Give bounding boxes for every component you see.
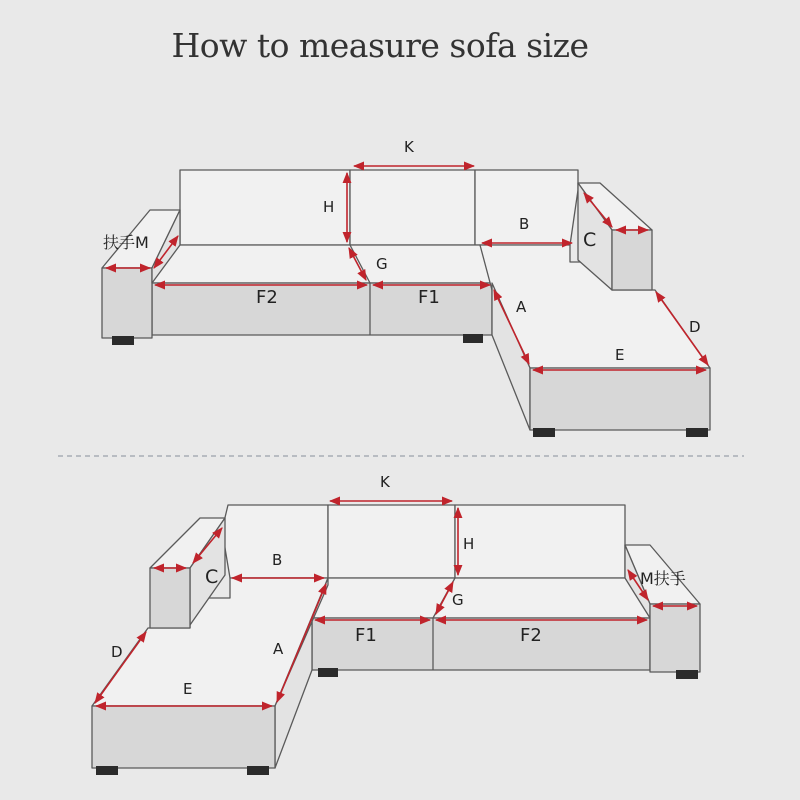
bottom-label-g: G — [452, 591, 464, 609]
bottom-label-f1: F1 — [355, 625, 377, 646]
top-label-h: H — [323, 198, 335, 216]
top-label-a: A — [516, 298, 527, 316]
bottom-label-a: A — [273, 640, 284, 658]
top-leg-2 — [463, 334, 483, 343]
top-label-g: G — [376, 255, 388, 273]
bottom-label-d: D — [111, 643, 123, 661]
bottom-leg-1 — [318, 668, 338, 677]
top-leg-1 — [112, 336, 134, 345]
diagram-title: How to measure sofa size — [171, 26, 589, 65]
bottom-left-armrest-front — [150, 568, 190, 628]
top-right-armrest-front — [612, 230, 652, 290]
bottom-label-f2: F2 — [520, 625, 542, 646]
top-label-armrest: 扶手M — [103, 233, 149, 252]
top-sofa — [102, 170, 710, 437]
bottom-label-armrest: M扶手 — [640, 569, 686, 588]
top-seat-front — [152, 283, 492, 335]
bottom-seat-surface — [312, 578, 650, 618]
bottom-chaise-front — [92, 706, 275, 768]
top-seat-surface — [152, 245, 495, 283]
bottom-leg-2 — [676, 670, 698, 679]
bottom-back-cushion-right — [455, 505, 625, 578]
bottom-label-c: C — [205, 566, 219, 588]
bottom-right-armrest-front — [650, 604, 700, 672]
top-leg-3 — [533, 428, 555, 437]
top-label-d: D — [689, 318, 701, 336]
top-left-armrest-front — [102, 268, 152, 338]
bottom-label-e: E — [183, 680, 193, 698]
top-back-cushion-middle — [350, 170, 475, 245]
bottom-sofa — [92, 505, 700, 775]
bottom-leg-3 — [96, 766, 118, 775]
top-label-e: E — [615, 346, 625, 364]
top-label-b: B — [519, 215, 530, 233]
bottom-back-cushion-middle — [328, 505, 455, 578]
bottom-leg-4 — [247, 766, 269, 775]
top-label-f1: F1 — [418, 287, 440, 308]
top-label-c: C — [583, 229, 597, 251]
top-chaise-front — [530, 368, 710, 430]
bottom-label-k: K — [380, 473, 390, 491]
bottom-label-h: H — [463, 535, 475, 553]
top-label-k: K — [404, 138, 414, 156]
bottom-label-b: B — [272, 551, 283, 569]
top-leg-4 — [686, 428, 708, 437]
top-label-f2: F2 — [256, 287, 278, 308]
top-back-cushion-right — [475, 170, 578, 245]
